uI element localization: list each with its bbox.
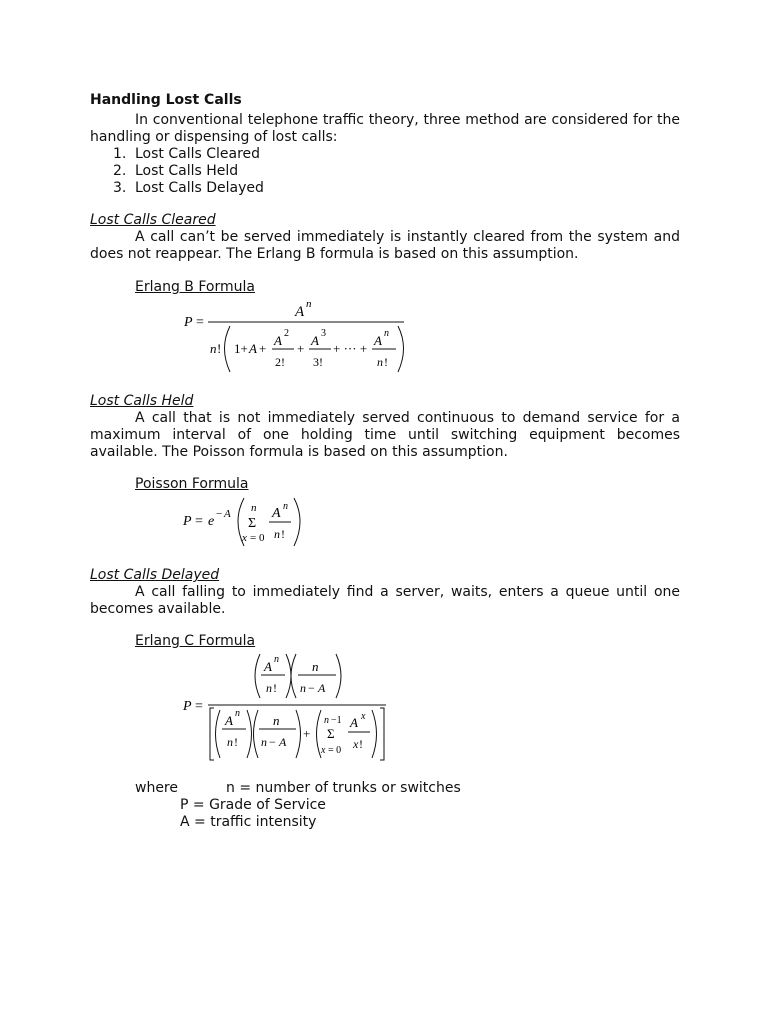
section-body-held: [90, 410, 680, 461]
where-n-definition: n = number of trunks or switches: [226, 780, 461, 796]
svg-text:!: !: [217, 341, 222, 356]
svg-text:−: −: [216, 508, 223, 520]
svg-text:n: n: [312, 659, 319, 674]
poisson-label: Poisson Formula: [135, 476, 249, 492]
svg-text:=: =: [195, 514, 203, 529]
where-p-definition: P = Grade of Service: [180, 797, 326, 813]
svg-text:x: x: [242, 532, 247, 544]
svg-text:=: =: [196, 315, 204, 330]
svg-text:A: A: [264, 659, 272, 674]
svg-text:n: n: [235, 708, 240, 719]
list-item: [113, 146, 264, 163]
svg-text:n: n: [274, 654, 279, 665]
svg-text:!: !: [281, 527, 285, 541]
svg-text:+: +: [303, 726, 311, 741]
svg-text:A: A: [350, 715, 358, 730]
svg-text:P: P: [183, 514, 192, 529]
svg-text:= 0: = 0: [250, 532, 265, 544]
svg-text:2!: 2!: [275, 355, 285, 369]
paragraph-cleared: A call can’t be served immediately is instantly cleared from the system and does not reappear. The Erlang B formula is based on this assumption.: [90, 229, 680, 262]
poisson-formula: [178, 494, 308, 550]
list-number: 3.: [113, 180, 127, 196]
svg-text:+ ··· +: + ··· +: [333, 341, 368, 356]
list-item: [113, 163, 264, 180]
svg-text:x: x: [321, 745, 326, 756]
methods-list: [113, 146, 264, 197]
svg-text:P: P: [183, 699, 192, 714]
list-item: [113, 180, 264, 197]
svg-text:+: +: [259, 341, 267, 356]
svg-text:n: n: [300, 681, 306, 695]
section-heading-held: Lost Calls Held: [90, 393, 194, 409]
svg-text:x: x: [353, 737, 359, 751]
svg-text:−1: −1: [331, 715, 342, 726]
list-number: 1.: [113, 146, 127, 162]
svg-text:n: n: [274, 527, 280, 541]
where-label: where: [135, 780, 178, 796]
svg-text:n: n: [251, 502, 257, 514]
svg-text:A: A: [318, 681, 326, 695]
svg-text:A: A: [225, 713, 233, 728]
section-body-delayed: [90, 584, 680, 618]
svg-text:A: A: [274, 333, 282, 348]
svg-text:A: A: [295, 304, 305, 320]
svg-text:A: A: [272, 506, 281, 521]
where-a-definition: A = traffic intensity: [180, 814, 317, 830]
svg-text:n: n: [283, 501, 288, 512]
svg-text:A: A: [311, 333, 319, 348]
paragraph-held: A call that is not immediately served continuous to demand service for a maximum interval of one holding time until switching equipment becomes available. The Poisson formula is based on this assumption.: [90, 410, 680, 460]
page-title: Handling Lost Calls: [90, 92, 242, 108]
svg-text:−: −: [269, 735, 276, 749]
paragraph-delayed: A call falling to immediately find a server, waits, enters a queue until one becomes available.: [90, 584, 680, 617]
svg-text:x: x: [361, 711, 366, 722]
svg-text:A: A: [279, 735, 287, 749]
intro-block: [90, 112, 680, 146]
erlang-b-formula: [178, 296, 410, 378]
svg-text:e: e: [208, 514, 215, 529]
svg-text:n: n: [227, 735, 233, 749]
erlang-c-formula: [178, 650, 392, 764]
svg-text:1+: 1+: [234, 341, 248, 356]
svg-text:−: −: [308, 681, 315, 695]
svg-text:n: n: [324, 715, 329, 726]
section-heading-delayed: Lost Calls Delayed: [90, 567, 220, 583]
svg-text:A: A: [249, 341, 257, 356]
erlang-c-label: Erlang C Formula: [135, 633, 256, 649]
svg-text:Σ: Σ: [327, 726, 335, 741]
svg-text:3!: 3!: [313, 355, 323, 369]
svg-text:!: !: [234, 735, 238, 749]
list-number: 2.: [113, 163, 127, 179]
svg-text:!: !: [273, 681, 277, 695]
svg-text:n: n: [261, 735, 267, 749]
intro-paragraph: In conventional telephone traffic theory, three method are considered for the handling or dispensing of lost calls:: [90, 112, 680, 145]
svg-text:!: !: [384, 355, 388, 369]
svg-text:=: =: [195, 699, 203, 714]
list-item-label: Lost Calls Held: [135, 163, 239, 179]
list-item-label: Lost Calls Delayed: [135, 180, 264, 196]
svg-text:= 0: = 0: [328, 745, 342, 756]
svg-text:2: 2: [284, 328, 289, 339]
svg-text:n: n: [384, 328, 389, 339]
svg-text:n: n: [306, 298, 312, 310]
svg-text:3: 3: [321, 328, 326, 339]
list-item-label: Lost Calls Cleared: [135, 146, 261, 162]
svg-text:A: A: [224, 508, 231, 520]
svg-text:Σ: Σ: [248, 516, 257, 531]
svg-text:n: n: [210, 341, 217, 356]
section-body-cleared: [90, 229, 680, 263]
svg-text:P: P: [184, 315, 193, 330]
svg-text:!: !: [359, 737, 363, 751]
erlang-b-label: Erlang B Formula: [135, 279, 255, 295]
section-heading-cleared: Lost Calls Cleared: [90, 212, 216, 228]
svg-text:n: n: [266, 681, 272, 695]
svg-text:A: A: [374, 333, 382, 348]
svg-text:+: +: [297, 341, 305, 356]
svg-text:n: n: [377, 355, 383, 369]
svg-text:n: n: [273, 713, 280, 728]
